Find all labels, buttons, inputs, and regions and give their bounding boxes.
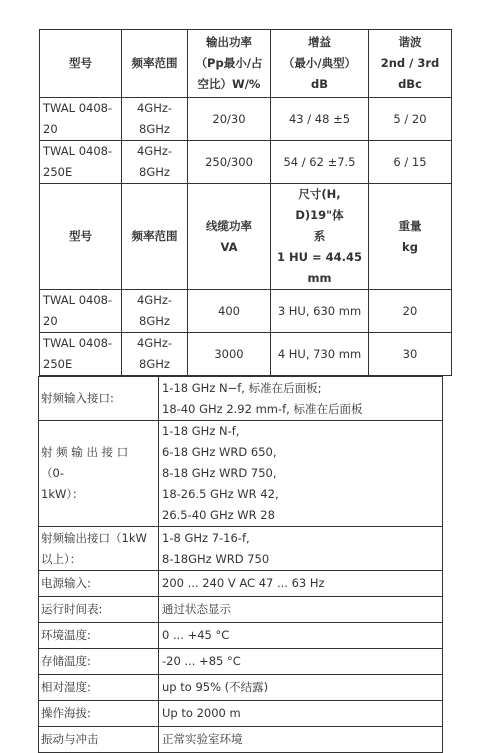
row-value: 0 ... +45 °C: [159, 623, 443, 649]
row-label: 射 频 输 出 接 口 （0- 1kW）：: [39, 421, 159, 527]
table-row: [39, 597, 443, 623]
table-row: [40, 98, 452, 141]
header-frequency: 频率范围: [122, 184, 188, 290]
cell-frequency: 4GHz- 8GHz: [122, 333, 188, 376]
spec-table: [39, 29, 452, 376]
table-row: [39, 377, 443, 421]
cell-model: TWAL 0408- 20: [40, 98, 122, 141]
row-label: 存储温度:: [39, 649, 159, 675]
header-output-power: 输出功率 （Pp最小/占 空比）W/%: [188, 30, 271, 98]
cell-weight: 20: [369, 290, 452, 333]
row-label: 相对湿度:: [39, 675, 159, 701]
row-label: 运行时间表:: [39, 597, 159, 623]
cell-line-power: 400: [188, 290, 271, 333]
row-value: 正常实验室环境: [159, 727, 443, 753]
header-weight: 重量 kg: [369, 184, 452, 290]
table-row: [39, 701, 443, 727]
table-row: [39, 571, 443, 597]
cell-dimensions: 4 HU, 730 mm: [271, 333, 369, 376]
row-label: 射频输出接口（1kW 以上）：: [39, 527, 159, 571]
header-dimensions: 尺寸(H, D)19"体 系 1 HU = 44.45 mm: [271, 184, 369, 290]
cell-model: TWAL 0408- 20: [40, 290, 122, 333]
row-value: 1-8 GHz 7-16-f, 8-18GHz WRD 750: [159, 527, 443, 571]
header-harmonics: 谐波 2nd / 3rd dBc: [369, 30, 452, 98]
table-row: [40, 141, 452, 184]
row-label: 射频输入接口:: [39, 377, 159, 421]
row-value: 1-18 GHz N−f, 标准在后面板; 18-40 GHz 2.92 mm-f, 标准在后面板: [159, 377, 443, 421]
table-row: [39, 675, 443, 701]
table-row: [39, 727, 443, 753]
cell-frequency: 4GHz- 8GHz: [122, 141, 188, 184]
header-line-power: 线缆功率 VA: [188, 184, 271, 290]
header-frequency: 频率范围: [122, 30, 188, 98]
table-row: [40, 333, 452, 376]
row-value: 1-18 GHz N-f, 6-18 GHz WRD 650, 8-18 GHz WRD 750, 18-26.5 GHz WR 42, 26.5-40 GHz WR 28: [159, 421, 443, 527]
row-value: up to 95% (不结露): [159, 675, 443, 701]
row-label: 振动与冲击: [39, 727, 159, 753]
row-label: 环境温度:: [39, 623, 159, 649]
interface-table: [38, 376, 443, 753]
header-model: 型号: [40, 184, 122, 290]
row-value: 通过状态显示: [159, 597, 443, 623]
table-row: [40, 290, 452, 333]
table-row: [39, 527, 443, 571]
cell-harmonics: 6 / 15: [369, 141, 452, 184]
table-row: [39, 623, 443, 649]
cell-gain: 54 / 62 ±7.5: [271, 141, 369, 184]
cell-output-power: 20/30: [188, 98, 271, 141]
cell-weight: 30: [369, 333, 452, 376]
cell-output-power: 250/300: [188, 141, 271, 184]
cell-frequency: 4GHz- 8GHz: [122, 98, 188, 141]
cell-line-power: 3000: [188, 333, 271, 376]
cell-model: TWAL 0408- 250E: [40, 141, 122, 184]
header-model: 型号: [40, 30, 122, 98]
row-label: 操作海拔:: [39, 701, 159, 727]
cell-frequency: 4GHz- 8GHz: [122, 290, 188, 333]
table-row: [39, 421, 443, 527]
row-value: Up to 2000 m: [159, 701, 443, 727]
cell-dimensions: 3 HU, 630 mm: [271, 290, 369, 333]
table-row: [39, 649, 443, 675]
header-gain: 增益 （最小/典型）dB: [271, 30, 369, 98]
spec-header-row-2: [40, 184, 452, 290]
spec-header-row-1: [40, 30, 452, 98]
cell-gain: 43 / 48 ±5: [271, 98, 369, 141]
row-value: 200 ... 240 V AC 47 ... 63 Hz: [159, 571, 443, 597]
row-value: -20 ... +85 °C: [159, 649, 443, 675]
cell-harmonics: 5 / 20: [369, 98, 452, 141]
row-label: 电源输入:: [39, 571, 159, 597]
cell-model: TWAL 0408- 250E: [40, 333, 122, 376]
